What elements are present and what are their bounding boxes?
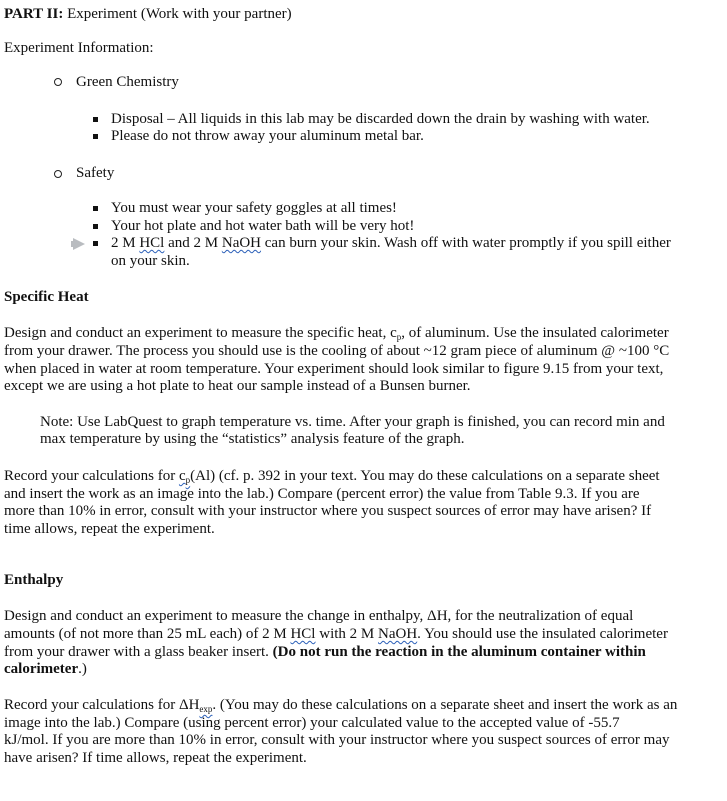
record-enthalpy-line4: have arisen? If time allows, repeat the experiment. xyxy=(4,750,307,766)
square-bullet-icon xyxy=(93,117,98,122)
hcl-text: HCl xyxy=(139,235,165,251)
part-heading-rest: Experiment (Work with your partner) xyxy=(63,6,292,22)
specific-heat-para-line1: Design and conduct an experiment to measure the specific heat, $c_p$, of aluminum. Use the insulated calorimeter xyxy=(4,325,669,342)
record-enthalpy-line3: kJ/mol. If you are more than 10% in error, consult with your instructor where you suspect sources of error may xyxy=(4,732,670,748)
bookmark-arrow-head-icon xyxy=(73,238,85,250)
square-bullet-icon xyxy=(93,224,98,229)
safety-item-hotplate: Your hot plate and hot water bath will be very hot! xyxy=(111,218,415,234)
record-enthalpy-line1: Record your calculations for $\Delta H_{exp}$. (You may do these calculations on a separate sheet and insert the work as an xyxy=(4,697,678,714)
record-specific-heat-line1: Record your calculations for $c_p(Al)$ (cf. p. 392 in your text. You may do these calculations on a separate sheet xyxy=(4,468,660,485)
safety-item-goggles: You must wear your safety goggles at all times! xyxy=(111,200,397,216)
square-bullet-icon xyxy=(93,241,98,246)
circle-bullet-icon xyxy=(54,78,62,86)
enthalpy-para-line1: Design and conduct an experiment to measure the change in enthalpy, ΔH, for the neutralization of equal xyxy=(4,608,634,624)
safety-item-acid-base: 2 M HCl and 2 M NaOH can burn your skin. Wash off with water promptly if you spill either xyxy=(111,235,671,251)
naoh-text: NaOH xyxy=(378,626,418,642)
enthalpy-para-line4: calorimeter.) xyxy=(4,661,87,677)
enthalpy-heading: Enthalpy xyxy=(4,572,64,588)
green-item-disposal: Disposal – All liquids in this lab may be discarded down the drain by washing with water. xyxy=(111,111,650,127)
enthalpy-para-line3: from your drawer with a glass beaker insert. (Do not run the reaction in the aluminum container within xyxy=(4,644,646,660)
hcl-text: HCl xyxy=(290,626,316,642)
circle-bullet-icon xyxy=(54,170,62,178)
record-specific-heat-line4: time allows, repeat the experiment. xyxy=(4,521,215,537)
specific-heat-para-line4: except we are using a hot plate to heat our sample instead of a Bunsen burner. xyxy=(4,378,471,394)
safety-item-acid-base-line2: on your skin. xyxy=(111,253,190,269)
experiment-info-label: Experiment Information: xyxy=(4,40,154,56)
square-bullet-icon xyxy=(93,134,98,139)
green-item-aluminum: Please do not throw away your aluminum metal bar. xyxy=(111,128,424,144)
square-bullet-icon xyxy=(93,206,98,211)
safety-title: Safety xyxy=(76,165,115,181)
note-line1: Note: Use LabQuest to graph temperature vs. time. After your graph is finished, you can record min and xyxy=(40,414,665,430)
specific-heat-para-line2: from your drawer. The process you should use is the cooling of about ~12 gram piece of aluminum @ ~100 °C xyxy=(4,343,670,359)
record-specific-heat-line3: more than 10% in error, consult with your instructor where you suspect sources of error may have arisen? If xyxy=(4,503,652,519)
record-enthalpy-line2: image into the lab.) Compare (using percent error) your calculated value to the accepted value of -55.7 xyxy=(4,715,620,731)
specific-heat-heading: Specific Heat xyxy=(4,289,89,305)
record-specific-heat-line2: and insert the work as an image into the lab.) Compare (percent error) the value from Table 9.3. If you are xyxy=(4,486,640,502)
enthalpy-para-line2: amounts (of not more than 25 mL each) of 2 M HCl with 2 M NaOH. You should use the insulated calorimeter xyxy=(4,626,668,642)
specific-heat-para-line3: when placed in water at room temperature. Your experiment should look similar to figure 9.15 from your text, xyxy=(4,361,664,377)
note-line2: max temperature by using the “statistics” analysis feature of the graph. xyxy=(40,431,465,447)
green-chemistry-title: Green Chemistry xyxy=(76,74,179,90)
part-heading xyxy=(4,5,292,23)
naoh-text: NaOH xyxy=(221,235,262,251)
part-heading-bold: PART II: xyxy=(4,6,64,22)
